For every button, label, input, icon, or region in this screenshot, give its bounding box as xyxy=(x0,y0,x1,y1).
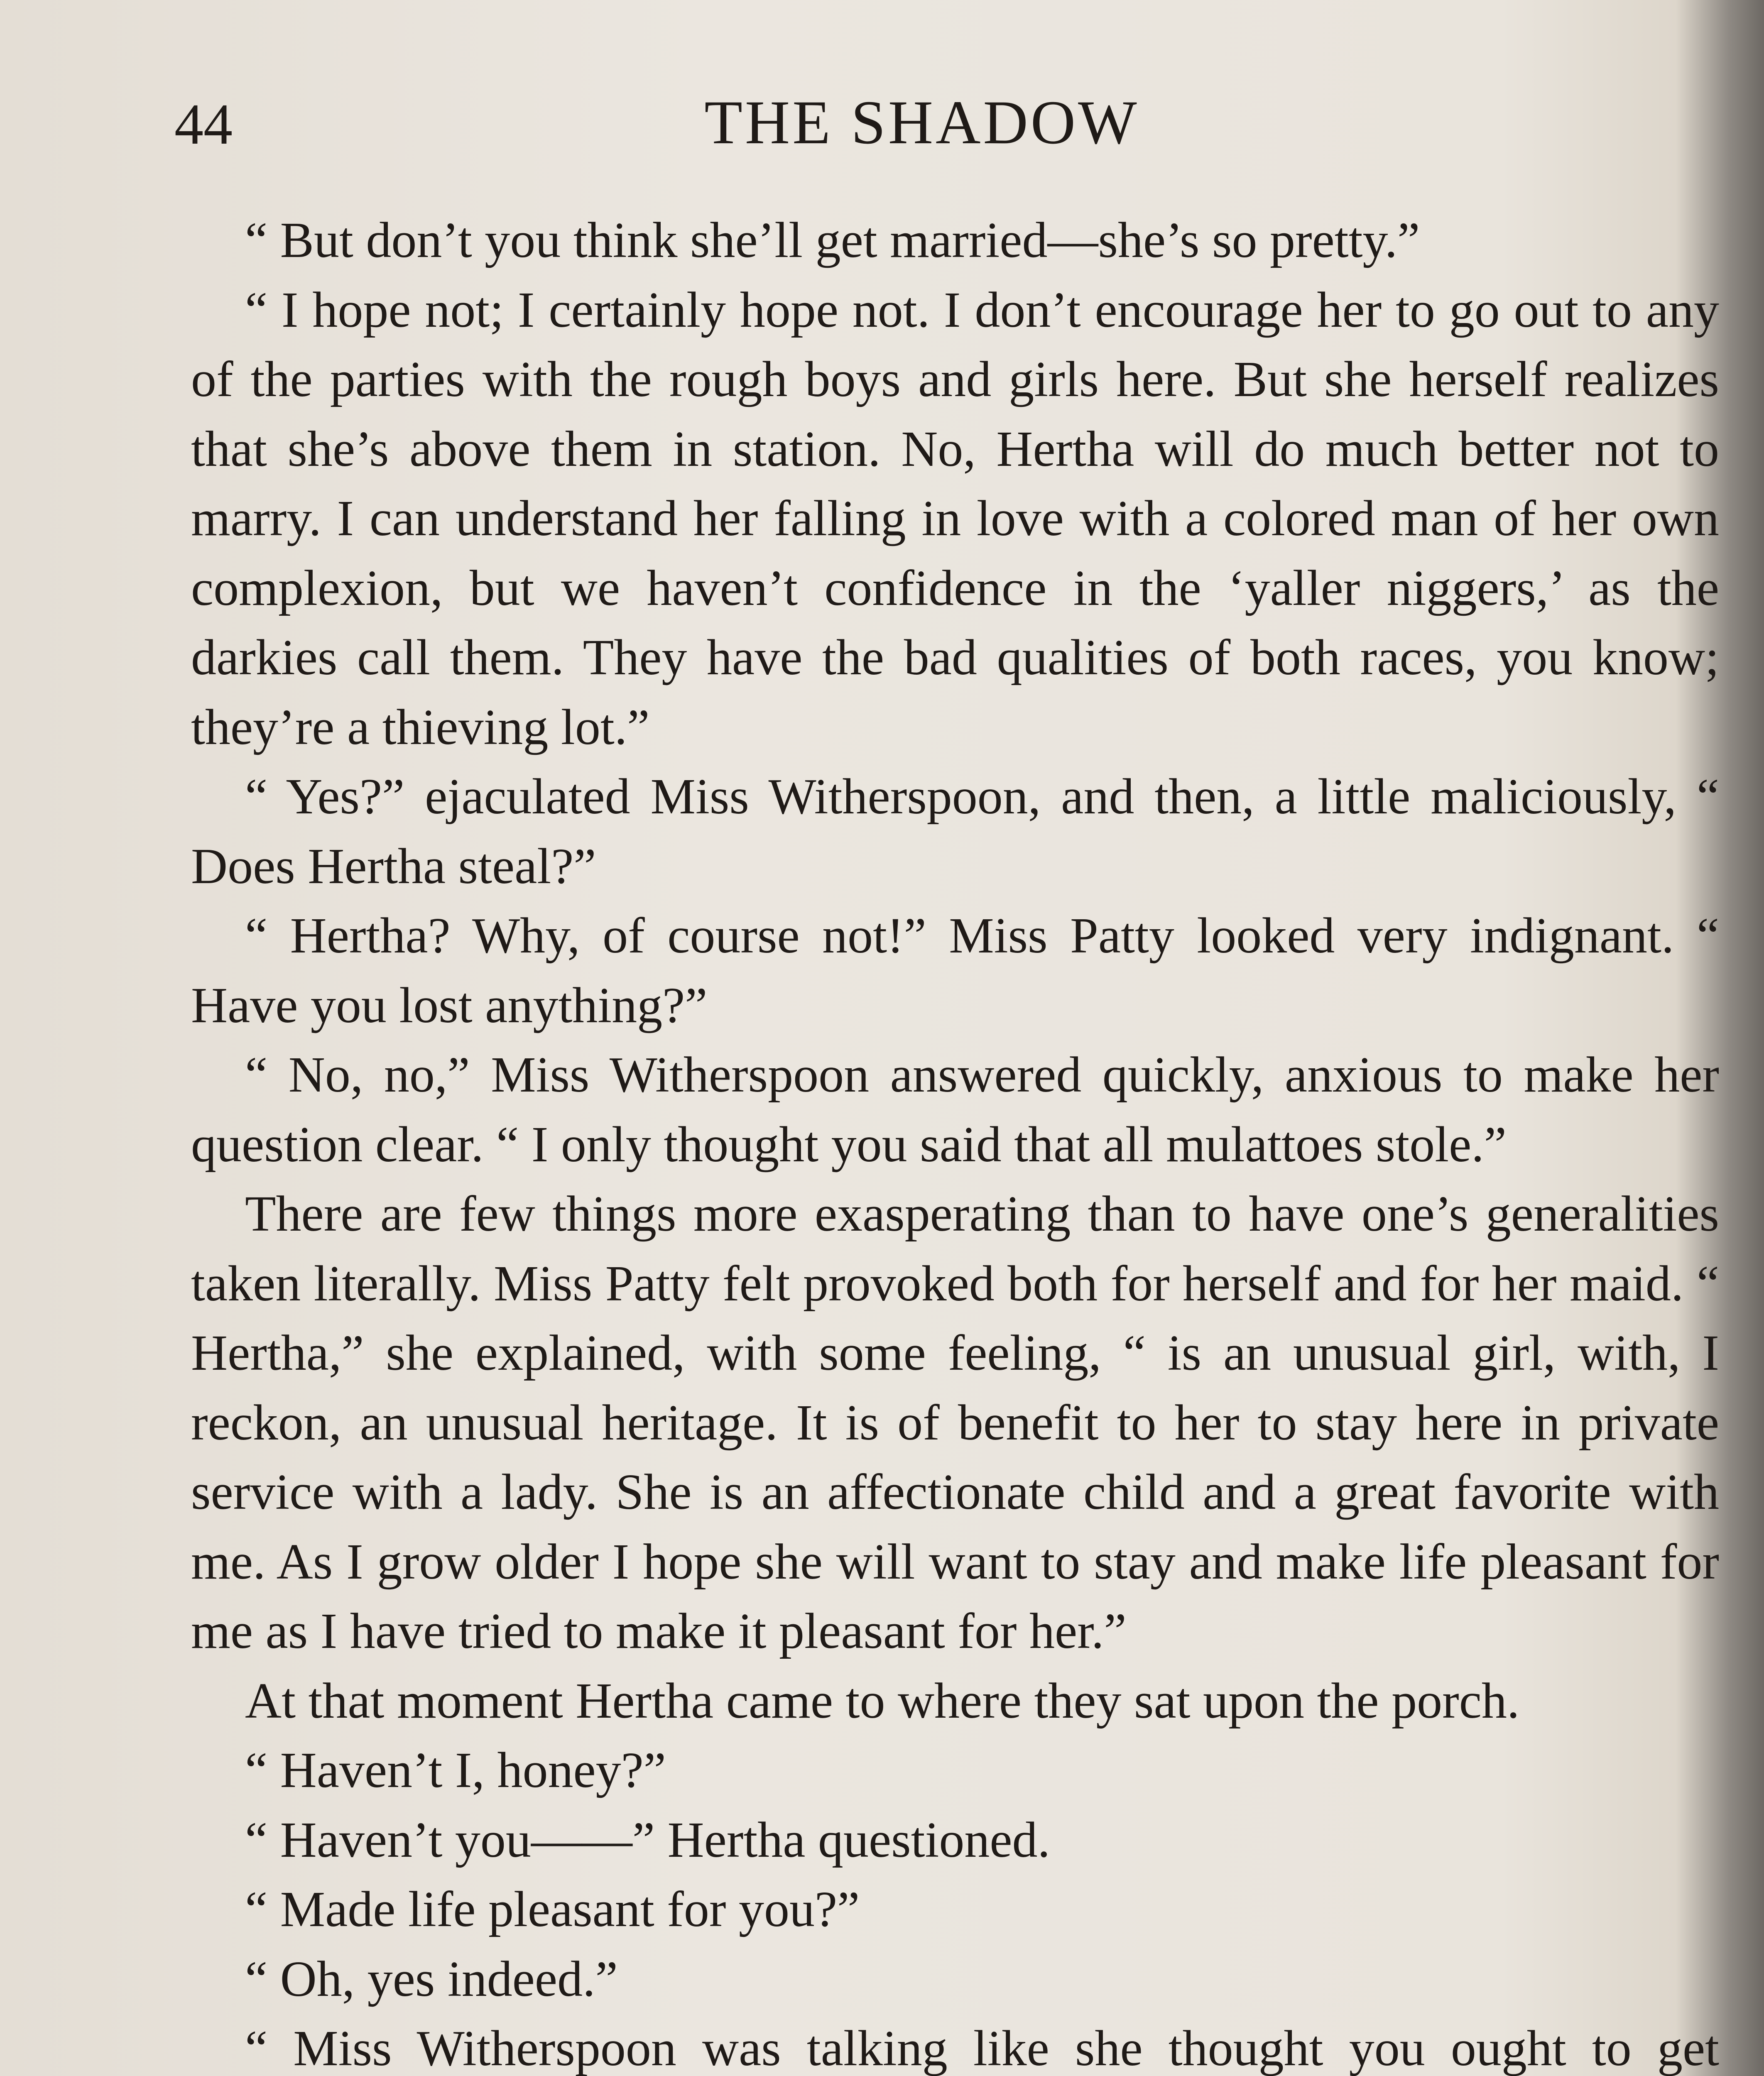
page-number: 44 xyxy=(174,92,233,157)
paragraph: “ No, no,” Miss Witherspoon answered quickly, anxious to make her question clear. “ I only thought you said that all mulattoes stole.” xyxy=(191,1047,1719,1173)
paragraph: “ But don’t you think she’ll get married—she’s so pretty.” xyxy=(245,212,1420,268)
paragraph: “ Yes?” ejaculated Miss Witherspoon, and then, a little maliciously, “ Does Hertha steal?” xyxy=(191,769,1719,894)
paragraph: “ Hertha? Why, of course not!” Miss Patty looked very indignant. “ Have you lost anything?” xyxy=(191,908,1719,1033)
paragraph: “ Haven’t you——” Hertha questioned. xyxy=(245,1812,1051,1868)
paragraph: At that moment Hertha came to where they sat upon the porch. xyxy=(245,1672,1520,1729)
running-head: THE SHADOW xyxy=(704,88,1139,157)
paragraph: “ Made life pleasant for you?” xyxy=(245,1881,860,1937)
paragraph: “ I hope not; I certainly hope not. I don’t encourage her to go out to any of the parties with the rough boys and girls here. But she herself realizes that she’s above them in station. No, Hertha will do much better not to marry. I can understand her falling in love with a colored man of her own complexion, but we haven’t confidence in the ‘yaller niggers,’ as the darkies call them. They have the bad qualities of both races, you know; they’re a thieving lot.” xyxy=(191,282,1719,755)
paragraph: There are few things more exasperating than to have one’s generalities taken literally. Miss Patty felt provoked both for herself and for her maid. “ Hertha,” she explained, with some feeling, “ is an unusual girl, with, I reckon, an unusual heritage. It is of benefit to her to stay here in private service with a lady. She is an affectionate child and a great favorite with me. As I grow older I hope she will want to stay and make life pleasant for me as I have tried to make it pleasant for her.” xyxy=(191,1186,1719,1659)
body-text xyxy=(191,206,1719,2076)
page-header xyxy=(174,87,1744,170)
paragraph: “ Haven’t I, honey?” xyxy=(245,1742,666,1798)
paragraph: “ Miss Witherspoon was talking like she thought you ought to get xyxy=(245,2020,1719,2076)
paragraph: “ Oh, yes indeed.” xyxy=(245,1951,618,2007)
